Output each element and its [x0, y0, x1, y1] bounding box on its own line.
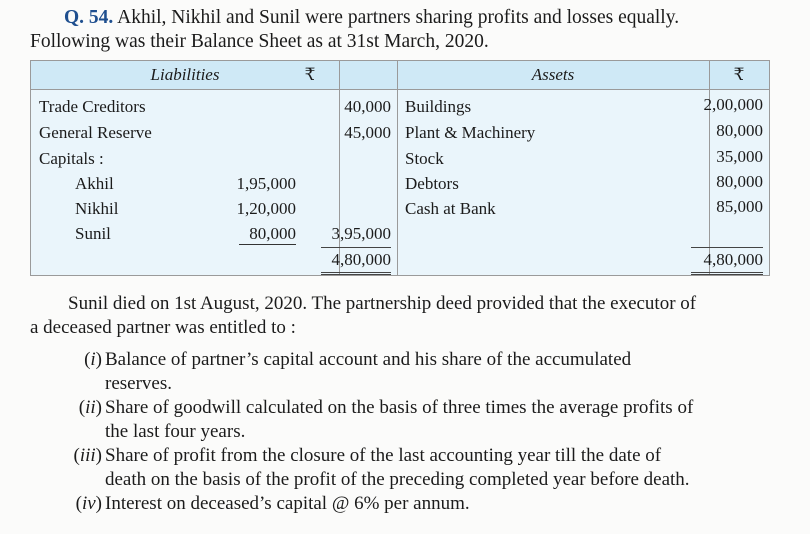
assets-total: 4,80,000: [691, 247, 763, 275]
list-item-line-1: Share of profit from the closure of the last accounting year till the date of: [105, 445, 662, 466]
asset-cash-label: Cash at Bank: [405, 199, 496, 218]
trade-creditors-label: Trade Creditors: [39, 97, 146, 116]
partner-nikhil-amount: 1,20,000: [236, 199, 296, 218]
capitals-total: 3,95,000: [331, 224, 391, 243]
partner-sunil-name: Sunil: [75, 224, 111, 243]
capitals-label: Capitals :: [39, 149, 104, 168]
list-item-line-1: Balance of partner’s capital account and his share of the accumulated: [105, 349, 632, 370]
partner-nikhil-name: Nikhil: [75, 199, 119, 218]
paragraph: [30, 292, 775, 340]
trade-creditors-amount: 40,000: [344, 97, 391, 116]
list-item: [30, 348, 780, 396]
entitlement-list: [30, 348, 780, 516]
list-item: [30, 492, 780, 516]
asset-debtors-label: Debtors: [405, 174, 459, 193]
list-item-line-2: the last four years.: [105, 421, 246, 442]
question-line-1: [30, 6, 790, 30]
partner-sunil-amount: 80,000: [239, 224, 296, 245]
list-item-line-1: Interest on deceased’s capital @ 6% per annum.: [105, 493, 470, 514]
header-rupee-liabilities: ₹: [304, 65, 316, 84]
list-item: [30, 444, 780, 492]
asset-plant-label: Plant & Machinery: [405, 123, 536, 142]
question-number: Q. 54.: [64, 7, 114, 28]
question-text-1: Akhil, Nikhil and Sunil were partners sharing profits and losses equally.: [117, 7, 680, 28]
general-reserve-amount: 45,000: [344, 123, 391, 142]
paragraph-line-1: Sunil died on 1st August, 2020. The partnership deed provided that the executor of: [68, 293, 697, 314]
general-reserve-label: General Reserve: [39, 123, 152, 142]
header-liabilities: Liabilities: [150, 65, 220, 84]
list-marker: (iii): [73, 445, 102, 466]
list-item-line-2: death on the basis of the profit of the preceding completed year before death.: [105, 469, 690, 490]
liabilities-total: 4,80,000: [321, 247, 391, 275]
asset-stock-label: Stock: [405, 149, 444, 168]
asset-buildings-label: Buildings: [405, 97, 472, 116]
paragraph-line-2: a deceased partner was entitled to :: [30, 317, 296, 338]
list-marker: (iv): [75, 493, 102, 514]
list-marker: (ii): [78, 397, 102, 418]
asset-plant-amount: 80,000: [716, 121, 763, 140]
divider-2: [397, 61, 398, 275]
list-item-line-1: Share of goodwill calculated on the basis of three times the average profits of: [105, 397, 694, 418]
balance-sheet: [30, 60, 770, 276]
divider-3: [709, 61, 710, 275]
list-marker: (i): [84, 349, 102, 370]
partner-akhil-name: Akhil: [75, 174, 114, 193]
asset-cash-amount: 85,000: [716, 197, 763, 216]
asset-buildings-amount: 2,00,000: [703, 95, 763, 114]
question-heading: [30, 6, 790, 54]
asset-debtors-amount: 80,000: [716, 172, 763, 191]
question-line-2: Following was their Balance Sheet as at 31st March, 2020.: [30, 31, 489, 52]
header-rupee-assets: ₹: [733, 65, 745, 84]
list-item-line-2: reserves.: [105, 373, 172, 394]
header-assets: Assets: [531, 65, 575, 84]
asset-stock-amount: 35,000: [716, 147, 763, 166]
list-item: [30, 396, 780, 444]
partner-akhil-amount: 1,95,000: [236, 174, 296, 193]
